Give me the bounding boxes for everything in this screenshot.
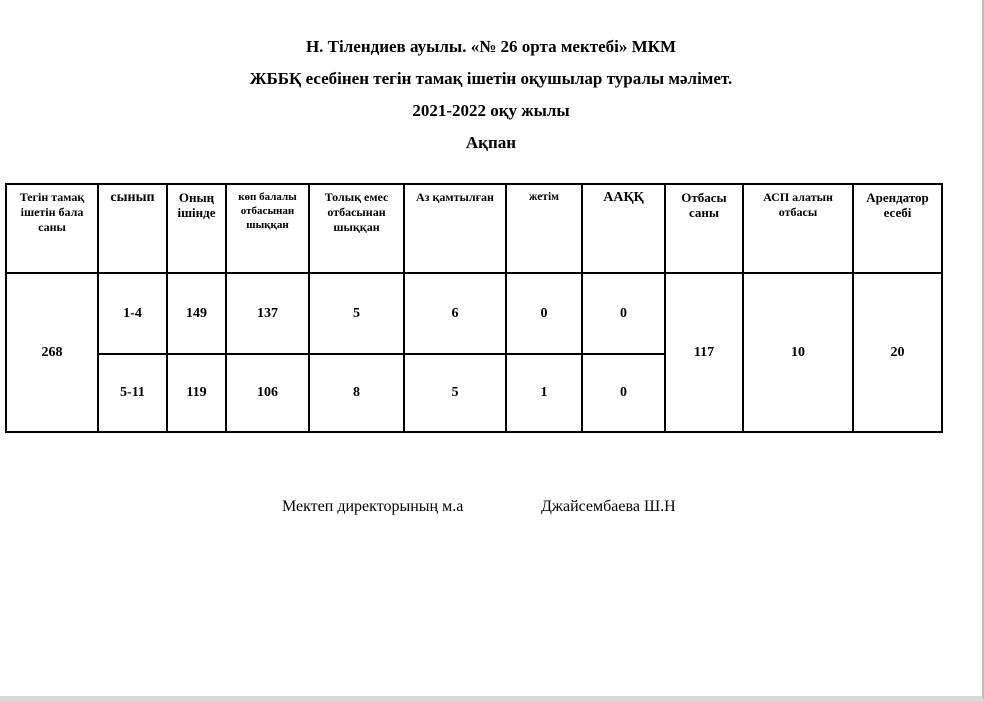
column-header-orphan: жетім: [506, 184, 582, 273]
cell-incomplete-family: 5: [309, 273, 404, 354]
cell-low-income: 6: [404, 273, 506, 354]
cell-incomplete-family: 8: [309, 354, 404, 432]
column-header-low-income: Аз қамтылған: [404, 184, 506, 273]
cell-low-income: 5: [404, 354, 506, 432]
cell-large-family: 106: [226, 354, 309, 432]
column-header-family-count: Отбасы саны: [665, 184, 743, 273]
cell-of-which: 119: [167, 354, 226, 432]
title-line-2: ЖББҚ есебінен тегін тамақ ішетін оқушылар туралы мәлімет.: [249, 69, 733, 88]
document-title-block: [0, 0, 982, 152]
column-header-asp-families: АСП алатын отбасы: [743, 184, 853, 273]
column-header-incomplete-family: Толық емес отбасынан шыққан: [309, 184, 404, 273]
cell-aaqq: 0: [582, 354, 665, 432]
cell-total-students: 268: [6, 273, 98, 432]
cell-asp-families: 10: [743, 273, 853, 432]
signature-name: Джайсембаева Ш.Н: [541, 498, 676, 515]
cell-orphan: 0: [506, 273, 582, 354]
cell-family-count: 117: [665, 273, 743, 432]
cell-aaqq: 0: [582, 273, 665, 354]
table-row-grades-1-4: [6, 273, 942, 354]
free-meals-table: [5, 183, 943, 433]
column-header-aaqq: ААҚҚ: [582, 184, 665, 273]
cell-large-family: 137: [226, 273, 309, 354]
title-line-1: Н. Тілендиев ауылы. «№ 26 орта мектебі» МКМ: [305, 37, 677, 56]
cell-of-which: 149: [167, 273, 226, 354]
cell-class-range: 1-4: [98, 273, 167, 354]
title-line-3: 2021-2022 оқу жылы: [412, 101, 570, 120]
column-header-arendator: Арендатор есебі: [853, 184, 942, 273]
signature-block: [0, 498, 982, 520]
cell-orphan: 1: [506, 354, 582, 432]
title-line-4: Ақпан: [465, 133, 517, 152]
column-header-of-which: Оның ішінде: [167, 184, 226, 273]
header-row: [6, 184, 942, 273]
column-header-large-family: көп балалы отбасынан шыққан: [226, 184, 309, 273]
cell-arendator-count: 20: [853, 273, 942, 432]
signature-role: Мектеп директорының м.а: [282, 498, 464, 515]
cell-class-range: 5-11: [98, 354, 167, 432]
column-header-class: сынып: [98, 184, 167, 273]
column-header-total: Тегін тамақ ішетін бала саны: [6, 184, 98, 273]
